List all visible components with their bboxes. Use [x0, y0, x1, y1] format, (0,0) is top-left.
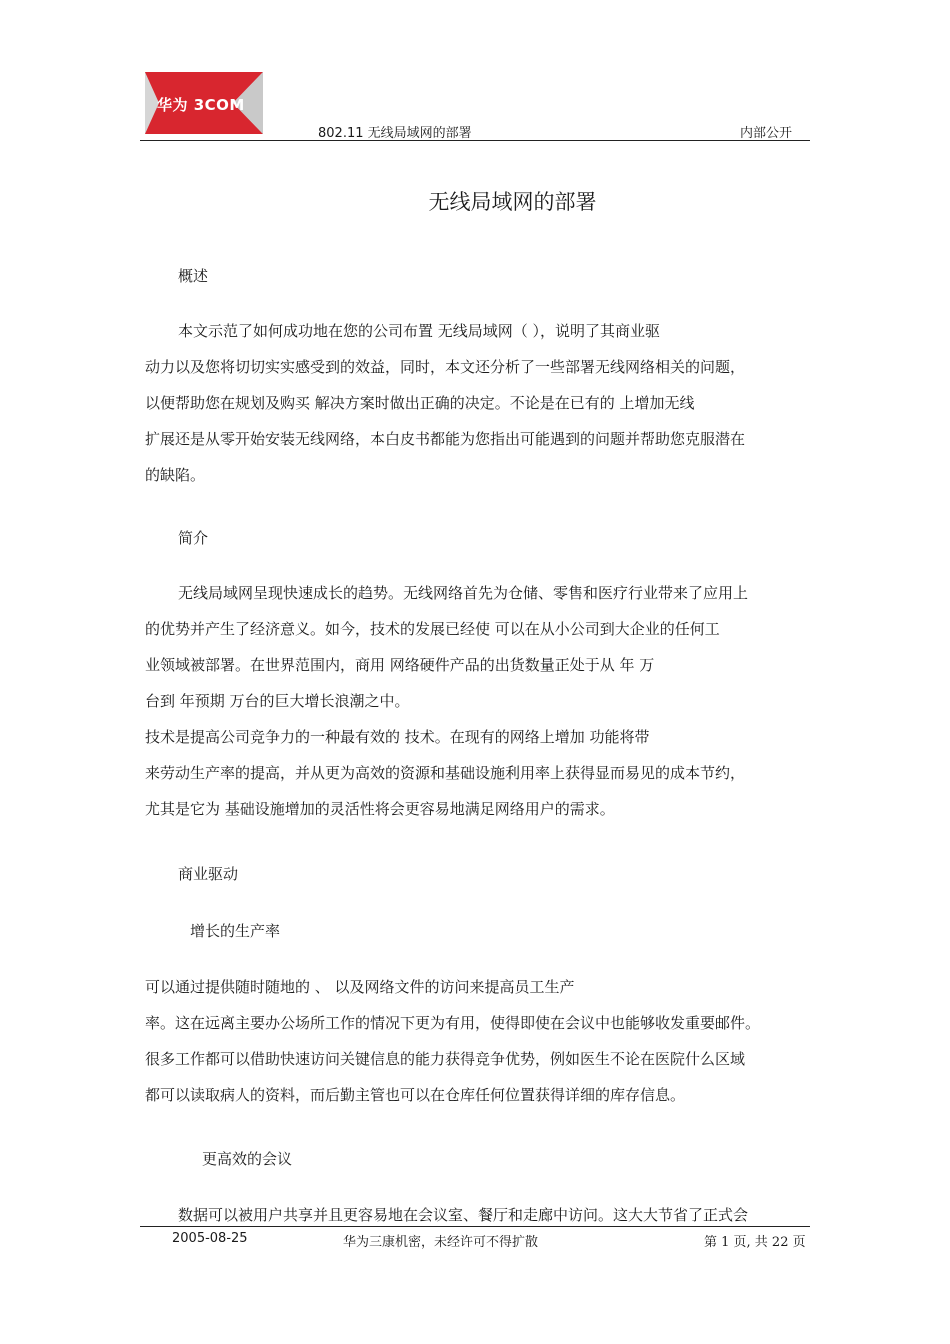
meetings-paragraph: [145, 1197, 810, 1233]
paragraph-line: 台到 年预期 万台的巨大增长浪潮之中。: [145, 692, 410, 710]
footer-date: 2005-08-25: [172, 1231, 248, 1246]
paragraph-line: 本文示范了如何成功地在您的公司布置 无线局域网（ ），说明了其商业驱: [178, 322, 661, 340]
subsection-heading-productivity: 增长的生产率: [190, 922, 281, 940]
intro-paragraph: [145, 575, 810, 827]
section-heading-business-drivers: 商业驱动: [178, 865, 239, 883]
document-title: 无线局域网的部署: [428, 190, 597, 214]
paragraph-line: 动力以及您将切切实实感受到的效益，同时，本文还分析了一些部署无线网络相关的问题，: [145, 358, 746, 376]
paragraph-line: 业领域被部署。在世界范围内，商用 网络硬件产品的出货数量正处于从 年 万: [145, 656, 655, 674]
paragraph-line: 技术是提高公司竞争力的一种最有效的 技术。在现有的网络上增加 功能将带: [145, 728, 650, 746]
section-heading-intro: 简介: [178, 529, 209, 547]
footer-page-number: 第 1 页, 共 22 页: [704, 1235, 806, 1250]
paragraph-line: 都可以读取病人的资料，而后勤主管也可以在仓库任何位置获得详细的库存信息。: [145, 1086, 686, 1104]
paragraph-line: 可以通过提供随时随地的 、 以及网络文件的访问来提高员工生产: [145, 978, 575, 996]
footer-confidential-notice: 华为三康机密，未经许可不得扩散: [343, 1235, 539, 1250]
paragraph-line: 以便帮助您在规划及购买 解决方案时做出正确的决定。不论是在已有的 上增加无线: [145, 394, 695, 412]
footer-divider: [140, 1226, 810, 1227]
header-doc-ref: 802.11 无线局域网的部署: [318, 126, 472, 141]
paragraph-line: 的优势并产生了经济意义。如今，技术的发展已经使 可以在从小公司到大企业的任何工: [145, 620, 720, 638]
logo-text: 华为 3COM: [157, 96, 245, 114]
company-logo: [145, 72, 263, 134]
productivity-paragraph: [145, 969, 810, 1113]
subsection-heading-meetings: 更高效的会议: [202, 1150, 293, 1168]
paragraph-line: 来劳动生产率的提高，并从更为高效的资源和基础设施利用率上获得显而易见的成本节约，: [145, 764, 746, 782]
paragraph-line: 的缺陷。: [145, 466, 206, 484]
header-divider: [140, 140, 810, 141]
paragraph-line: 无线局域网呈现快速成长的趋势。无线网络首先为仓储、零售和医疗行业带来了应用上: [178, 584, 749, 602]
paragraph-line: 尤其是它为 基础设施增加的灵活性将会更容易地满足网络用户的需求。: [145, 800, 615, 818]
paragraph-line: 很多工作都可以借助快速访问关键信息的能力获得竞争优势，例如医生不论在医院什么区域: [145, 1050, 746, 1068]
paragraph-line: 数据可以被用户共享并且更容易地在会议室、餐厅和走廊中访问。这大大节省了正式会: [178, 1206, 749, 1224]
paragraph-line: 率。这在远离主要办公场所工作的情况下更为有用，使得即使在会议中也能够收发重要邮件。: [145, 1014, 761, 1032]
paragraph-line: 扩展还是从零开始安装无线网络，本白皮书都能为您指出可能遇到的问题并帮助您克服潜在: [145, 430, 746, 448]
section-heading-overview: 概述: [178, 267, 209, 285]
overview-paragraph: [145, 313, 810, 493]
header-classification: 内部公开: [740, 126, 793, 141]
